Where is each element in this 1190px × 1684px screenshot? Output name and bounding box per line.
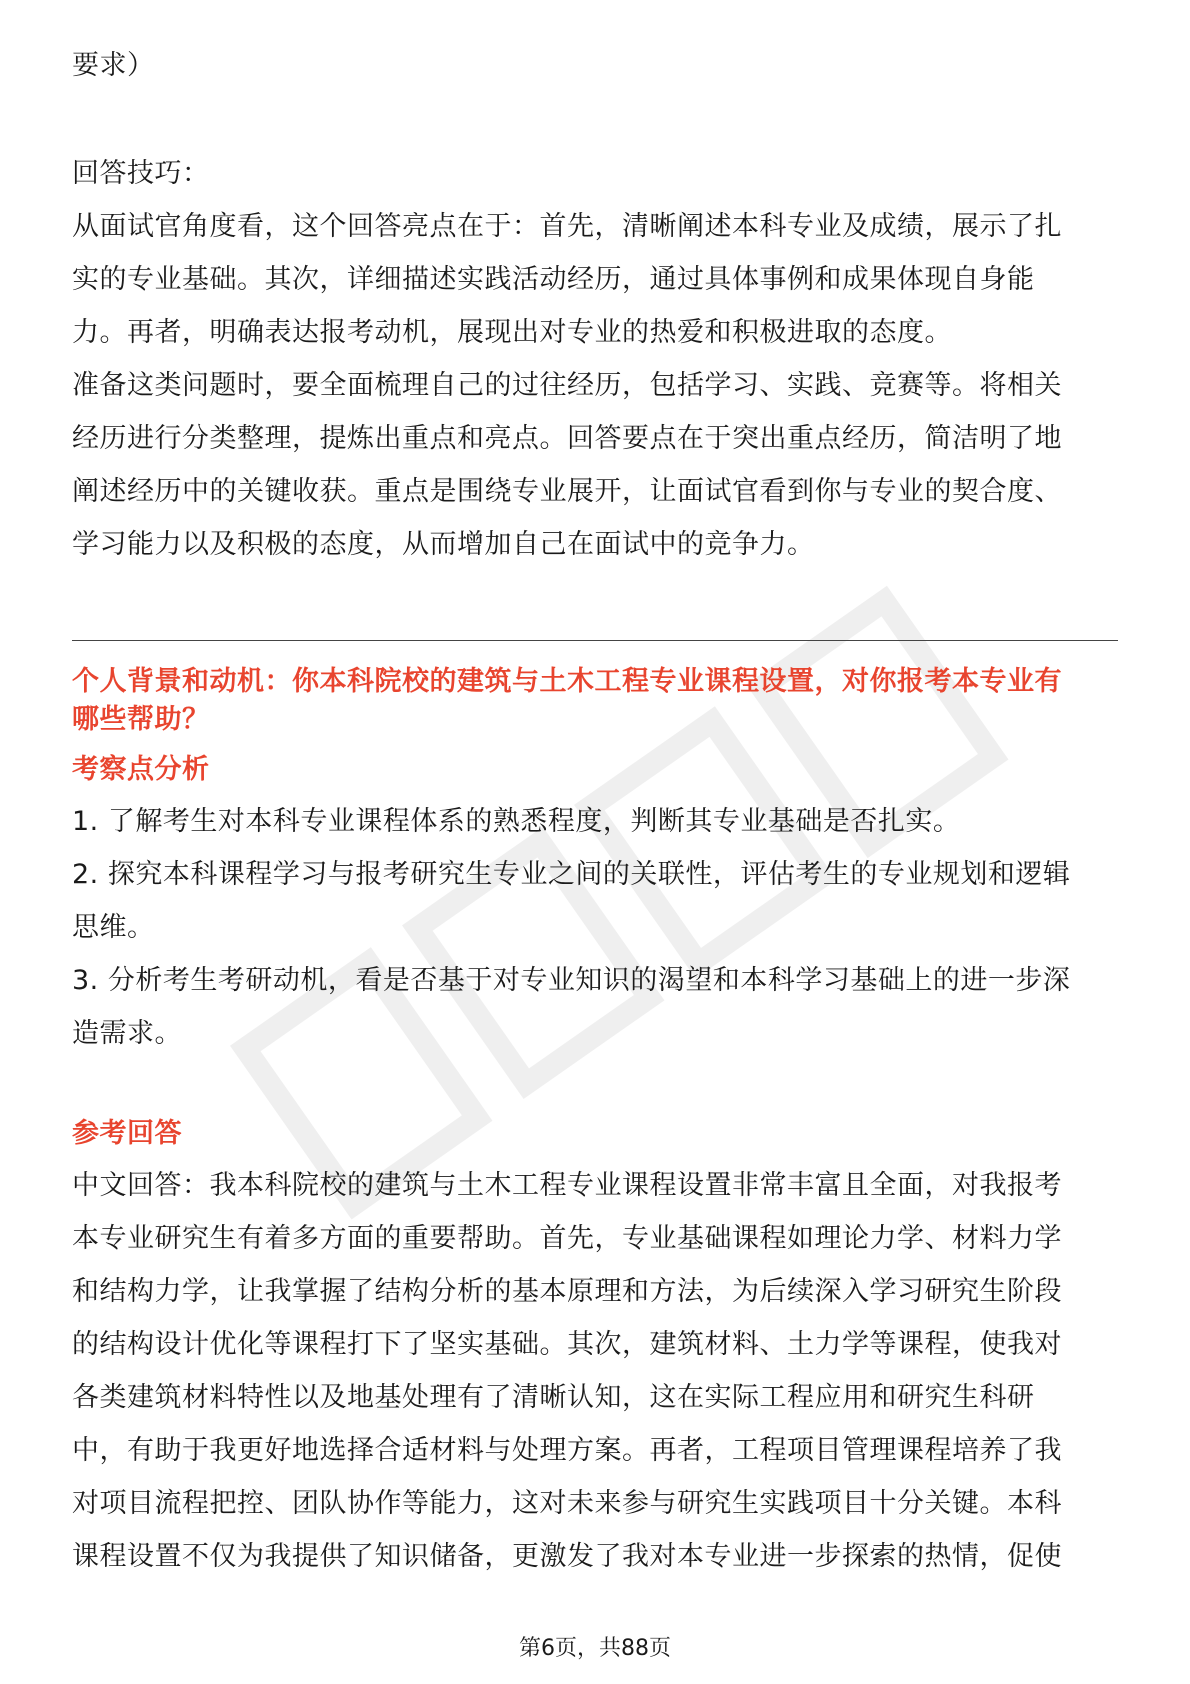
page-number-footer: 第6页，共88页 [519, 1636, 671, 1661]
question-title-line: 个人背景和动机：你本科院校的建筑与土木工程专业课程设置，对你报考本专业有 [72, 666, 1062, 697]
tips-heading: 回答技巧： [72, 158, 210, 189]
answer-line: 中文回答：我本科院校的建筑与土木工程专业课程设置非常丰富且全面，对我报考 [72, 1170, 1062, 1201]
analysis-line: 1. 了解考生对本科专业课程体系的熟悉程度，判断其专业基础是否扎实。 [72, 806, 961, 837]
tips-line: 学习能力以及积极的态度，从而增加自己在面试中的竞争力。 [72, 529, 815, 560]
analysis-heading: 考察点分析 [72, 754, 210, 785]
answer-heading: 参考回答 [72, 1118, 182, 1149]
analysis-line: 思维。 [72, 912, 155, 943]
intro-tail-text: 要求） [72, 50, 155, 81]
answer-line: 中，有助于我更好地选择合适材料与处理方案。再者，工程项目管理课程培养了我 [72, 1435, 1062, 1466]
answer-line: 和结构力学，让我掌握了结构分析的基本原理和方法，为后续深入学习研究生阶段 [72, 1276, 1062, 1307]
answer-line: 各类建筑材料特性以及地基处理有了清晰认知，这在实际工程应用和研究生科研 [72, 1382, 1035, 1413]
tips-line: 阐述经历中的关键收获。重点是围绕专业展开，让面试官看到你与专业的契合度、 [72, 476, 1062, 507]
question-title-line: 哪些帮助？ [72, 704, 210, 735]
tips-line: 从面试官角度看，这个回答亮点在于：首先，清晰阐述本科专业及成绩，展示了扎 [72, 211, 1062, 242]
tips-line: 准备这类问题时，要全面梳理自己的过往经历，包括学习、实践、竞赛等。将相关 [72, 370, 1062, 401]
tips-line: 力。再者，明确表达报考动机，展现出对专业的热爱和积极进取的态度。 [72, 317, 952, 348]
answer-line: 本专业研究生有着多方面的重要帮助。首先，专业基础课程如理论力学、材料力学 [72, 1223, 1062, 1254]
section-divider [72, 640, 1118, 641]
answer-line: 课程设置不仅为我提供了知识储备，更激发了我对本专业进一步探索的热情，促使 [72, 1541, 1062, 1572]
analysis-line: 2. 探究本科课程学习与报考研究生专业之间的关联性，评估考生的专业规划和逻辑 [72, 859, 1071, 890]
answer-line: 对项目流程把控、团队协作等能力，这对未来参与研究生实践项目十分关键。本科 [72, 1488, 1062, 1519]
answer-line: 的结构设计优化等课程打下了坚实基础。其次，建筑材料、土力学等课程，使我对 [72, 1329, 1062, 1360]
analysis-line: 造需求。 [72, 1018, 182, 1049]
analysis-line: 3. 分析考生考研动机，看是否基于对专业知识的渴望和本科学习基础上的进一步深 [72, 965, 1071, 996]
tips-line: 经历进行分类整理，提炼出重点和亮点。回答要点在于突出重点经历，简洁明了地 [72, 423, 1062, 454]
tips-line: 实的专业基础。其次，详细描述实践活动经历，通过具体事例和成果体现自身能 [72, 264, 1035, 295]
